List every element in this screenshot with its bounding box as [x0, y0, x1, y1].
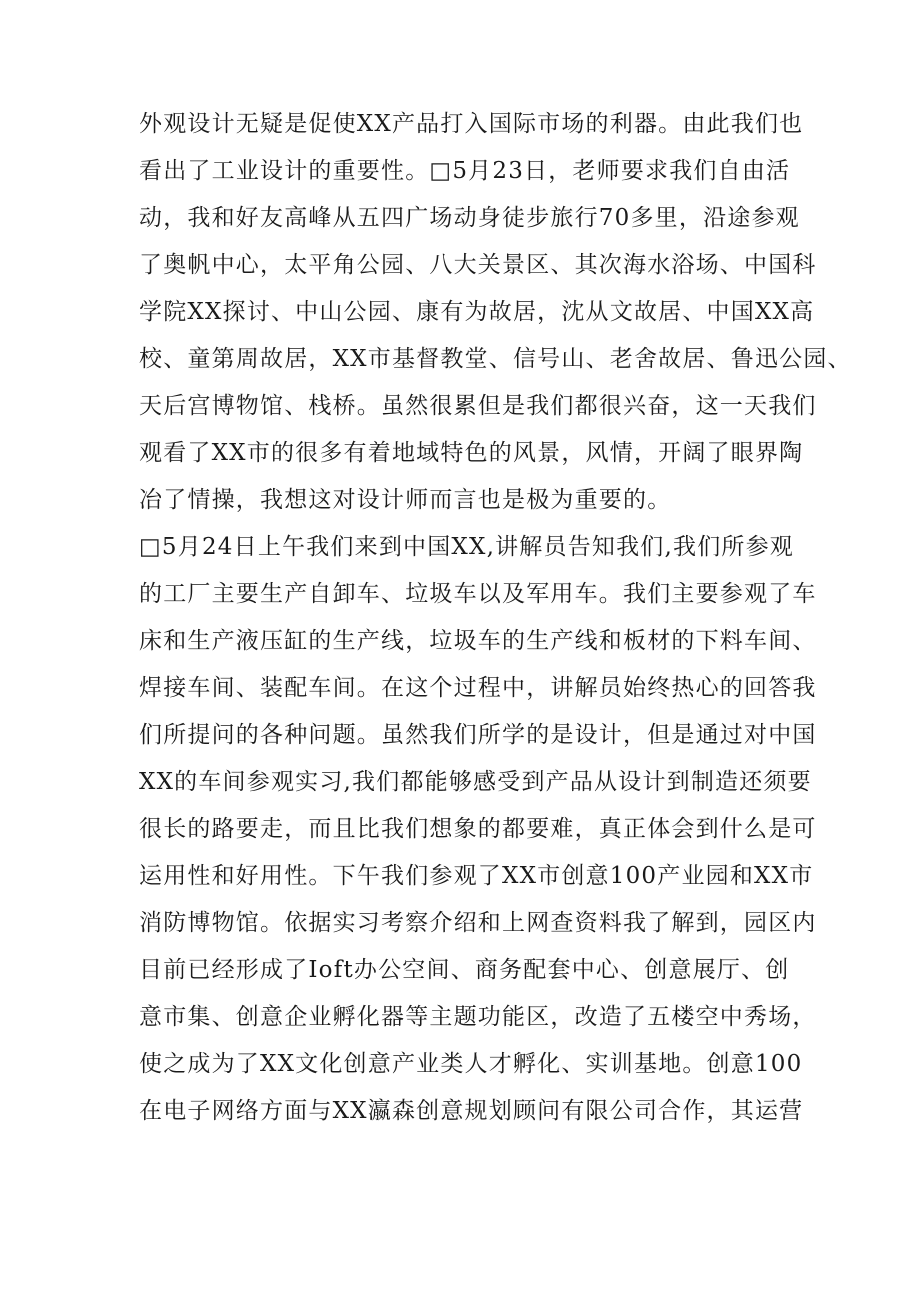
text-line: 运用性和好用性。下午我们参观了XX市创意100产业园和XX市 — [139, 863, 814, 889]
text-line: 外观设计无疑是促使XX产品打入国际市场的利器。由此我们也 — [139, 111, 804, 137]
text-line: 了奥帆中心，太平角公园、八大关景区、其次海水浴场、中国科 — [139, 252, 817, 278]
text-line: 天后宫博物馆、栈桥。虽然很累但是我们都很兴奋，这一天我们 — [139, 393, 817, 419]
text-line: 意市集、创意企业孵化器等主题功能区，改造了五楼空中秀场， — [139, 1004, 817, 1030]
text-line: 很长的路要走，而且比我们想象的都要难，真正体会到什么是可 — [139, 816, 817, 842]
text-line: 们所提问的各种问题。虽然我们所学的是设计，但是通过对中国 — [139, 722, 817, 748]
body-text — [139, 101, 852, 1135]
text-line: 冶了情操，我想这对设计师而言也是极为重要的。 — [139, 487, 672, 513]
text-line: 焊接车间、装配车间。在这个过程中，讲解员始终热心的回答我 — [139, 675, 817, 701]
text-line: 动，我和好友高峰从五四广场动身徒步旅行70多里，沿途参观 — [139, 205, 800, 231]
text-line: 学院XX探讨、中山公园、康有为故居，沈从文故居、中国XX高 — [139, 299, 815, 325]
text-line: 目前已经形成了Ioft办公空间、商务配套中心、创意展厅、创 — [139, 957, 790, 983]
text-line: 使之成为了XX文化创意产业类人才孵化、实训基地。创意100 — [139, 1051, 803, 1077]
text-line: 观看了XX市的很多有着地域特色的风景，风情，开阔了眼界陶 — [139, 440, 804, 466]
text-line: 看出了工业设计的重要性。□5月23日，老师要求我们自由活 — [139, 158, 791, 184]
text-line: XX的车间参观实习,我们都能够感受到产品从设计到制造还须要 — [139, 769, 812, 795]
text-line: 床和生产液压缸的生产线，垃圾车的生产线和板材的下料车间、 — [139, 628, 817, 654]
text-line: □5月24日上午我们来到中国XX,讲解员告知我们,我们所参观 — [139, 534, 795, 560]
text-line: 在电子网络方面与XX瀛森创意规划顾问有限公司合作，其运营 — [139, 1098, 804, 1124]
text-line: 消防博物馆。依据实习考察介绍和上网查资料我了解到，园区内 — [139, 910, 817, 936]
text-line: 校、童第周故居，XX市基督教堂、信号山、老舍故居、鲁迅公园、 — [139, 346, 852, 372]
text-line: 的工厂主要生产自卸车、垃圾车以及军用车。我们主要参观了车 — [139, 581, 817, 607]
